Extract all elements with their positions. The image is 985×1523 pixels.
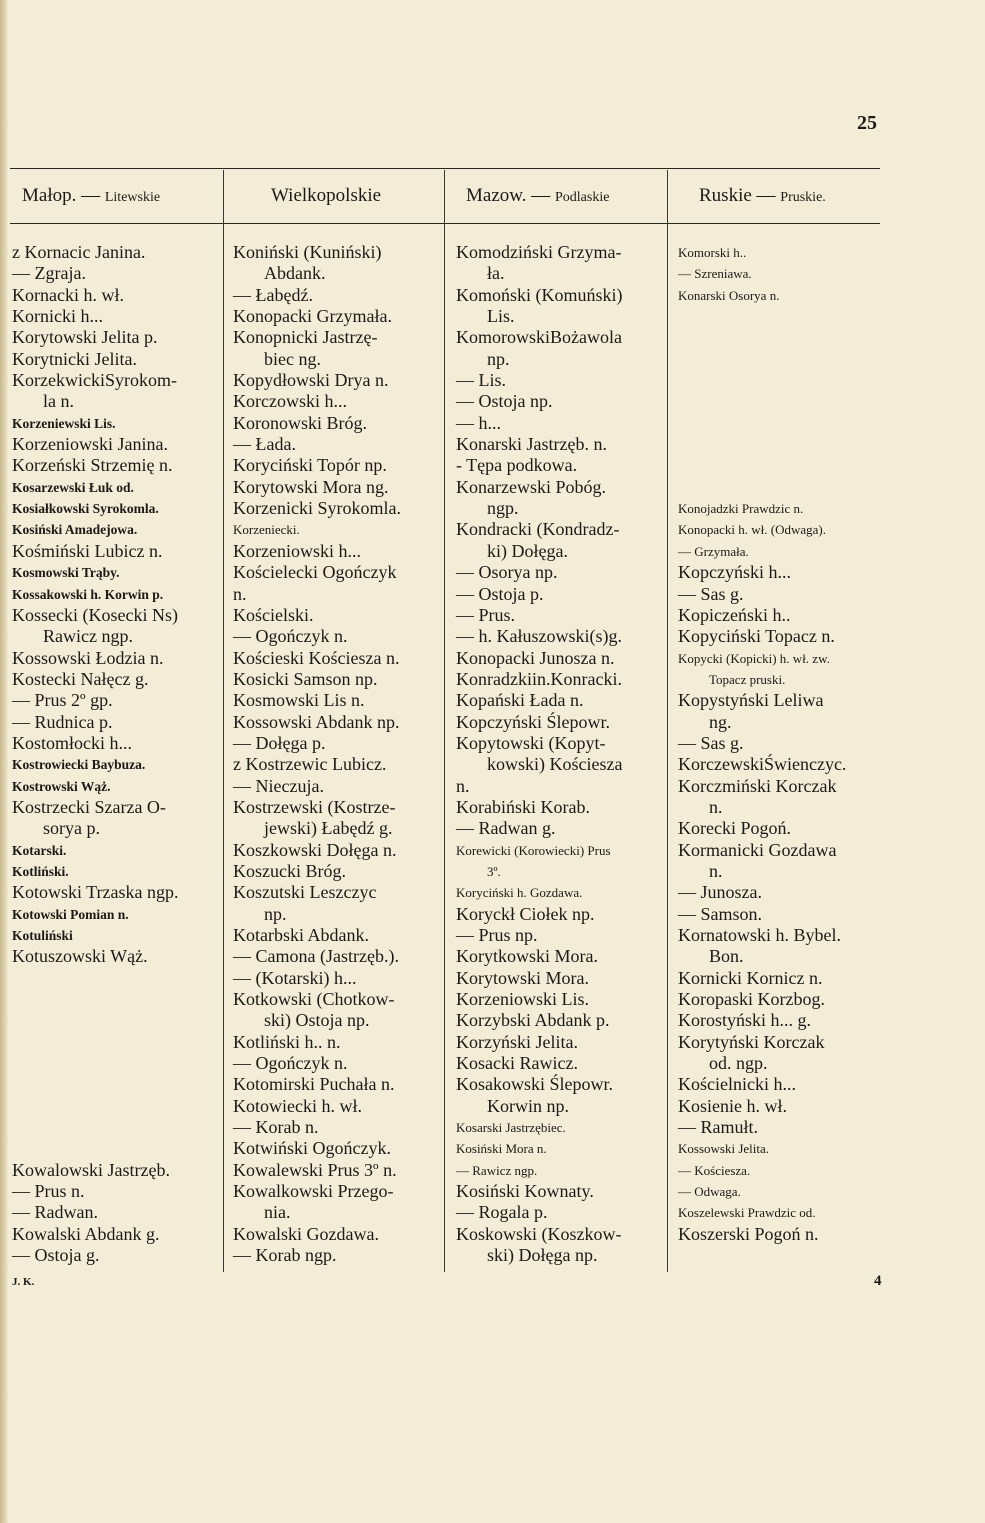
entry: — Odwaga. <box>678 1184 741 1200</box>
entry: — Sas g. <box>678 583 744 604</box>
spacer <box>12 1138 220 1159</box>
entry: Kotowski Pomian n. <box>12 906 129 922</box>
entry: Kosmowski Lis n. <box>233 690 365 711</box>
entry: Kosiałkowski Syrokomla. <box>12 501 159 517</box>
entry: Kopytowski (Kopyt- <box>456 732 606 753</box>
entry: z Kornacic Janina. <box>12 242 146 262</box>
entry: Koszutski Leszczyc <box>233 882 377 903</box>
column-malop-litewskie <box>12 242 220 1267</box>
entry: la n. <box>43 391 74 412</box>
entry: Koropaski Korzbog. <box>678 989 825 1010</box>
entry: Kostomłocki h... <box>12 732 132 753</box>
spacer <box>12 989 220 1010</box>
entry: — Szreniawa. <box>678 266 752 282</box>
entry: — Prus n. <box>12 1181 85 1202</box>
spacer <box>12 968 220 989</box>
spacer <box>12 1010 220 1031</box>
entry: Korzeniewski Lis. <box>12 415 116 431</box>
entry: KorczewskiŚwienczyc. <box>678 754 847 775</box>
entry: np. <box>264 903 287 924</box>
entry: Kopycki (Kopicki) h. wł. zw. <box>678 650 830 666</box>
entry: Kopański Łada n. <box>456 690 584 711</box>
entry: Korytowski Mora. <box>456 967 589 988</box>
entry: Korewicki (Korowiecki) Prus <box>456 842 611 858</box>
entry: — Camona (Jastrzęb.). <box>233 946 399 967</box>
entry: Kopczyński Ślepowr. <box>456 711 610 732</box>
entry: Abdank. <box>264 263 326 284</box>
spacer <box>12 1117 220 1138</box>
entry: sorya p. <box>43 818 100 839</box>
entry: ski) Dołęga np. <box>487 1245 598 1266</box>
entry: Korwin np. <box>487 1095 569 1116</box>
entry: Kotuszowski Wąż. <box>12 946 148 967</box>
spacer <box>678 413 884 434</box>
entry: Koryckł Ciołek np. <box>456 903 595 924</box>
entry: — h. Kałuszowski(s)g. <box>456 626 622 647</box>
entry: Komorski h.. <box>678 245 747 260</box>
entry: Korzybski Abdank p. <box>456 1010 610 1031</box>
entry: Koryciński h. Gozdawa. <box>456 885 583 901</box>
entry: — Rudnica p. <box>12 711 113 732</box>
entry: Kotowiecki h. wł. <box>233 1095 362 1116</box>
entry: Konarski Osorya n. <box>678 287 780 303</box>
entry: ła. <box>487 263 505 284</box>
entry: od. ngp. <box>709 1053 768 1074</box>
spacer <box>678 370 884 391</box>
entry: Kotuliński <box>12 928 73 943</box>
entry: Kosiński Amadejowa. <box>12 522 138 538</box>
entry: Bon. <box>709 946 744 967</box>
entry: — Prus 2º gp. <box>12 690 113 711</box>
entry: n. <box>709 860 723 881</box>
entry: Kostrowiecki Baybuza. <box>12 757 146 773</box>
entry: Kościelski. <box>233 604 314 625</box>
entry: KomorowskiBożawola <box>456 327 622 348</box>
entry: — h... <box>456 412 501 433</box>
entry: Kosiński Kownaty. <box>456 1181 594 1202</box>
entry: — Dołęga p. <box>233 732 326 753</box>
entry: biec ng. <box>264 348 321 369</box>
entry: — Sas g. <box>678 732 744 753</box>
entry: n. <box>456 775 470 796</box>
spacer <box>12 1053 220 1074</box>
entry: Korecki Pogoń. <box>678 818 791 839</box>
entry: Konarski Jastrzęb. n. <box>456 434 607 455</box>
entry: — Grzymała. <box>678 543 749 559</box>
entry: Kossakowski h. Korwin p. <box>12 586 164 602</box>
entry: — Łabędź. <box>233 284 313 305</box>
entry: — Kościesza. <box>678 1162 751 1178</box>
entry: Kopiczeński h.. <box>678 604 791 625</box>
spacer <box>12 1074 220 1095</box>
spacer <box>678 349 884 370</box>
entry: Kormanicki Gozdawa <box>678 839 837 860</box>
entry: Kowalowski Jastrzęb. <box>12 1159 170 1180</box>
entry: Koniński (Kuniński) <box>233 242 382 262</box>
entry: — Korab ngp. <box>233 1245 337 1266</box>
entry: nia. <box>264 1202 291 1223</box>
entry: Kotliński h.. n. <box>233 1031 341 1052</box>
entry: Rawicz ngp. <box>43 626 133 647</box>
entry: — Radwan. <box>12 1202 98 1223</box>
entry: Kossowski Abdank np. <box>233 711 400 732</box>
entry: ki) Dołęga. <box>487 540 568 561</box>
entry: Kostrzecki Szarza O- <box>12 796 166 817</box>
entry: — Nieczuja. <box>233 775 324 796</box>
entry: Kotliński. <box>12 863 69 879</box>
entry: — Lis. <box>456 370 507 391</box>
entry: Korczmiński Korczak <box>678 775 837 796</box>
entry: Koszkowski Dołęga n. <box>233 839 397 860</box>
entry: Komodziński Grzyma- <box>456 242 622 262</box>
entry: Topacz pruski. <box>709 671 786 687</box>
entry: — Ramułt. <box>678 1117 758 1138</box>
column-wielkopolskie <box>233 242 443 1267</box>
entry: Kotarbski Abdank. <box>233 925 369 945</box>
entry: Kornatowski h. Bybel. <box>678 925 841 945</box>
spacer <box>678 306 884 327</box>
entry: Koryciński Topór np. <box>233 455 387 476</box>
entry: Kościeski Kościesza n. <box>233 647 400 668</box>
entry: Kornicki Kornicz n. <box>678 967 823 988</box>
header-col1: Małop. — Litewskie <box>22 185 161 206</box>
entry: Korzeniecki. <box>233 522 300 538</box>
entry: 3º. <box>487 863 501 879</box>
page-edge <box>0 0 8 1523</box>
spacer <box>678 477 884 498</box>
entry: Kowalski Gozdawa. <box>233 1223 379 1244</box>
entry: Kostrowski Wąż. <box>12 778 111 794</box>
entry: Konopacki Junosza n. <box>456 647 615 668</box>
entry: Kossowski Łodzia n. <box>12 647 164 668</box>
entry: Kopydłowski Drya n. <box>233 370 389 391</box>
spacer <box>12 1096 220 1117</box>
entry: Kossecki (Kosecki Ns) <box>12 604 178 625</box>
spacer <box>678 455 884 476</box>
entry: Korytowski Mora ng. <box>233 476 389 497</box>
spacer <box>678 391 884 412</box>
entry: Konojadzki Prawdzic n. <box>678 501 804 517</box>
column-divider-2 <box>444 170 445 1272</box>
entry: Kotomirski Puchała n. <box>233 1074 395 1095</box>
entry: Korzeński Strzemię n. <box>12 455 173 476</box>
header-col2: Wielkopolskie <box>271 185 382 206</box>
entry: Kotowski Trzaska ngp. <box>12 882 179 903</box>
entry: Korabiński Korab. <box>456 796 590 817</box>
column-mazow-podlaskie <box>456 242 666 1267</box>
entry: — Junosza. <box>678 882 762 903</box>
entry: jewski) Łabędź g. <box>264 818 393 839</box>
entry: ng. <box>709 711 732 732</box>
entry: Koskowski (Koszkow- <box>456 1223 622 1244</box>
entry: Korytyński Korczak <box>678 1031 825 1052</box>
entry: Kornicki h... <box>12 306 103 327</box>
entry: Kościelnicki h... <box>678 1074 796 1095</box>
entry: Kosicki Samson np. <box>233 668 378 689</box>
spacer <box>678 434 884 455</box>
entry: Kosacki Rawicz. <box>456 1053 578 1074</box>
entry: Kotarski. <box>12 842 67 858</box>
entry: np. <box>487 348 510 369</box>
entry: — Osorya np. <box>456 562 558 583</box>
entry: Kopystyński Leliwa <box>678 690 824 711</box>
entry: — Radwan g. <box>456 818 556 839</box>
header-rule <box>10 223 880 224</box>
column-ruskie-pruskie <box>678 242 884 1245</box>
entry: kowski) Kościesza <box>487 754 623 775</box>
entry: — (Kotarski) h... <box>233 967 357 988</box>
entry: Konopnicki Jastrzę- <box>233 327 378 348</box>
entry: Korytkowski Mora. <box>456 946 598 967</box>
entry: — Prus np. <box>456 925 538 945</box>
column-divider-1 <box>223 170 224 1272</box>
entry: Kosmowski Trąby. <box>12 565 120 581</box>
entry: Kopczyński h... <box>678 562 791 583</box>
entry: Konopacki Grzymała. <box>233 306 392 327</box>
entry: Korzyński Jelita. <box>456 1031 578 1052</box>
entry: Kornacki h. wł. <box>12 284 124 305</box>
entry: Kosakowski Ślepowr. <box>456 1074 613 1095</box>
entry: - Tępa podkowa. <box>456 455 578 476</box>
entry: Kościelecki Ogończyk <box>233 562 397 583</box>
spacer <box>12 1032 220 1053</box>
entry: — Prus. <box>456 604 516 625</box>
entry: Kotkowski (Chotkow- <box>233 989 395 1010</box>
printer-signature: J. K. <box>12 1276 35 1288</box>
sheet-number: 4 <box>874 1273 882 1289</box>
entry: — Ostoja np. <box>456 391 553 412</box>
entry: Korytnicki Jelita. <box>12 348 137 369</box>
entry: Kosarski Jastrzębiec. <box>456 1120 566 1136</box>
entry: — Rawicz ngp. <box>456 1162 538 1178</box>
entry: Kopyciński Topacz n. <box>678 626 835 647</box>
entry: z Kostrzewic Lubicz. <box>233 754 387 775</box>
spacer <box>678 327 884 348</box>
entry: — Zgraja. <box>12 263 86 284</box>
entry: ngp. <box>487 498 519 519</box>
entry: Koszerski Pogoń n. <box>678 1223 819 1244</box>
entry: Korczowski h... <box>233 391 347 412</box>
entry: Koszucki Bróg. <box>233 860 346 881</box>
entry: — Łada. <box>233 434 296 455</box>
entry: Kosienie h. wł. <box>678 1095 787 1116</box>
entry: Kośmiński Lubicz n. <box>12 540 163 561</box>
entry: Konarzewski Pobóg. <box>456 476 606 497</box>
top-rule <box>10 168 880 169</box>
entry: — Korab n. <box>233 1117 319 1138</box>
entry: Lis. <box>487 306 515 327</box>
entry: Koszelewski Prawdzic od. <box>678 1205 816 1221</box>
entry: Korostyński h... g. <box>678 1010 812 1031</box>
entry: Korytowski Jelita p. <box>12 327 158 348</box>
entry: Korzeniowski h... <box>233 540 361 561</box>
entry: Kowalewski Prus 3º n. <box>233 1159 397 1180</box>
entry: Kosiński Mora n. <box>456 1141 547 1157</box>
entry: Kosarzewski Łuk od. <box>12 479 134 495</box>
entry: n. <box>709 796 723 817</box>
entry: — Ostoja g. <box>12 1245 100 1266</box>
entry: — Ogończyk n. <box>233 626 348 647</box>
header-col4: Ruskie — Pruskie. <box>699 185 826 206</box>
entry: Korzeniowski Janina. <box>12 434 168 455</box>
entry: Kondracki (Kondradz- <box>456 519 620 540</box>
entry: Kossowski Jelita. <box>678 1141 769 1157</box>
entry: Konradzkiin.Konracki. <box>456 668 622 689</box>
entry: KorzekwickiSyrokom- <box>12 370 177 391</box>
entry: Kostrzewski (Kostrze- <box>233 796 396 817</box>
entry: Kostecki Nałęcz g. <box>12 668 149 689</box>
page-number: 25 <box>857 112 877 134</box>
entry: Kowalkowski Przego- <box>233 1181 394 1202</box>
entry: n. <box>233 583 247 604</box>
entry: Konopacki h. wł. (Odwaga). <box>678 522 827 538</box>
column-divider-3 <box>667 170 668 1272</box>
entry: Korzenicki Syrokomla. <box>233 498 401 519</box>
entry: ski) Ostoja np. <box>264 1010 370 1031</box>
header-col3: Mazow. — Podlaskie <box>466 185 610 206</box>
entry: Koronowski Bróg. <box>233 412 367 433</box>
entry: — Ogończyk n. <box>233 1053 348 1074</box>
entry: — Samson. <box>678 903 763 924</box>
entry: — Ostoja p. <box>456 583 544 604</box>
entry: Kowalski Abdank g. <box>12 1223 160 1244</box>
entry: Kotwiński Ogończyk. <box>233 1138 391 1159</box>
entry: Korzeniowski Lis. <box>456 989 589 1010</box>
entry: Komoński (Komuński) <box>456 284 623 305</box>
entry: — Rogala p. <box>456 1202 548 1223</box>
